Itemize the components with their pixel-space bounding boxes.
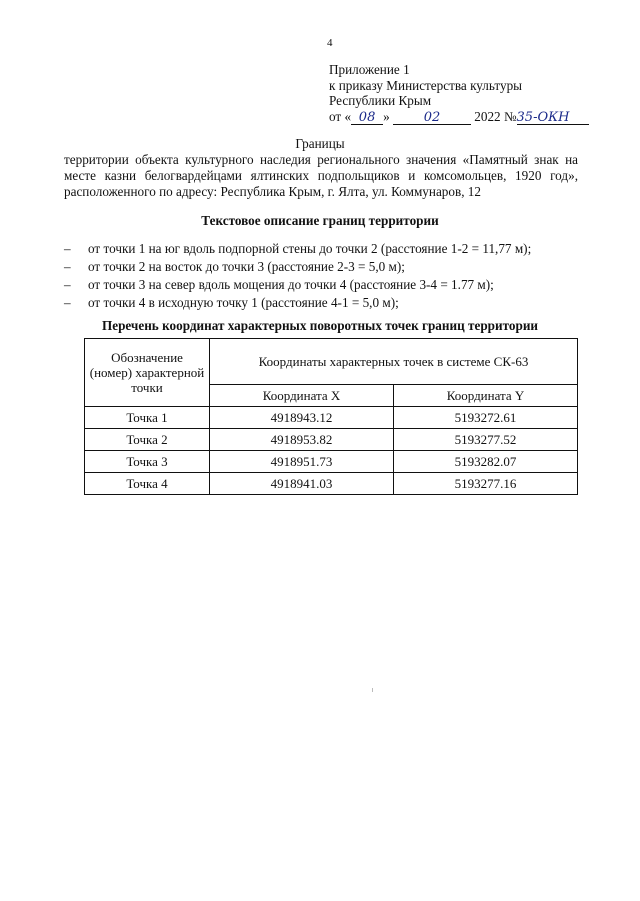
boundary-description-list [64,240,531,312]
y-cell: 5193277.16 [394,473,578,495]
dash-marker: – [64,259,71,274]
appendix-date-line [329,109,589,125]
table-row [85,451,578,473]
table-header-row [85,339,578,385]
table-row [85,407,578,429]
appendix-order-line: к приказу Министерства культуры [329,77,523,93]
date-prefix: от « [329,108,352,124]
table-row [85,429,578,451]
list-item-text: от точки 3 на север вдоль мощения до точки 4 (расстояние 3-4 = 1.77 м); [88,277,494,292]
list-item [64,294,531,312]
point-cell: Точка 3 [85,451,210,473]
coordinates-title: Перечень координат характерных поворотных точек границ территории [101,318,539,333]
y-cell: 5193272.61 [394,407,578,429]
point-cell: Точка 1 [85,407,210,429]
scan-speck [372,688,373,692]
list-item [64,276,531,294]
list-item [64,240,531,258]
x-cell: 4918943.12 [210,407,394,429]
x-cell: 4918953.82 [210,429,394,451]
header-point: Обозначение (номер) характерной точки [85,339,210,407]
list-item [64,258,531,276]
appendix-title: Приложение 1 [329,62,410,77]
point-cell: Точка 2 [85,429,210,451]
list-item-text: от точки 2 на восток до точки 3 (расстояние 2-3 = 5,0 м); [88,259,405,274]
handwritten-month: 02 [393,112,471,125]
appendix-header [329,62,589,125]
handwritten-day: 08 [351,112,383,125]
handwritten-order-number: 35-ОКН [517,112,589,125]
appendix-republic-line: Республики Крым [329,93,432,108]
document-heading: Границы [295,136,345,151]
x-cell: 4918941.03 [210,473,394,495]
list-item-text: от точки 4 в исходную точку 1 (расстояние 4-1 = 5,0 м); [88,295,399,310]
y-cell: 5193282.07 [394,451,578,473]
point-cell: Точка 4 [85,473,210,495]
header-y: Координата Y [394,385,578,407]
list-item-text: от точки 1 на юг вдоль подпорной стены до точки 2 (расстояние 1-2 = 11,77 м); [88,241,532,256]
table-row [85,473,578,495]
y-cell: 5193277.52 [394,429,578,451]
description-title: Текстовое описание границ территории [201,213,439,228]
header-x: Координата X [210,385,394,407]
x-cell: 4918951.73 [210,451,394,473]
header-system: Координаты характерных точек в системе СК-63 [210,339,578,385]
coordinates-table [84,338,578,495]
dash-marker: – [64,295,71,310]
date-day-close: » [383,108,390,124]
dash-marker: – [64,241,71,256]
dash-marker: – [64,277,71,292]
territory-intro: территории объекта культурного наследия регионального значения «Памятный знак на месте казни белогвардейцами ялтинских подпольщиков и комсомольцев, 1920 год», расположенного по адресу: Республика Крым, г. Ялта, ул. Коммунаров, 12 [64,152,578,199]
date-year: 2022 № [474,108,517,124]
page-number: 4 [327,37,333,49]
